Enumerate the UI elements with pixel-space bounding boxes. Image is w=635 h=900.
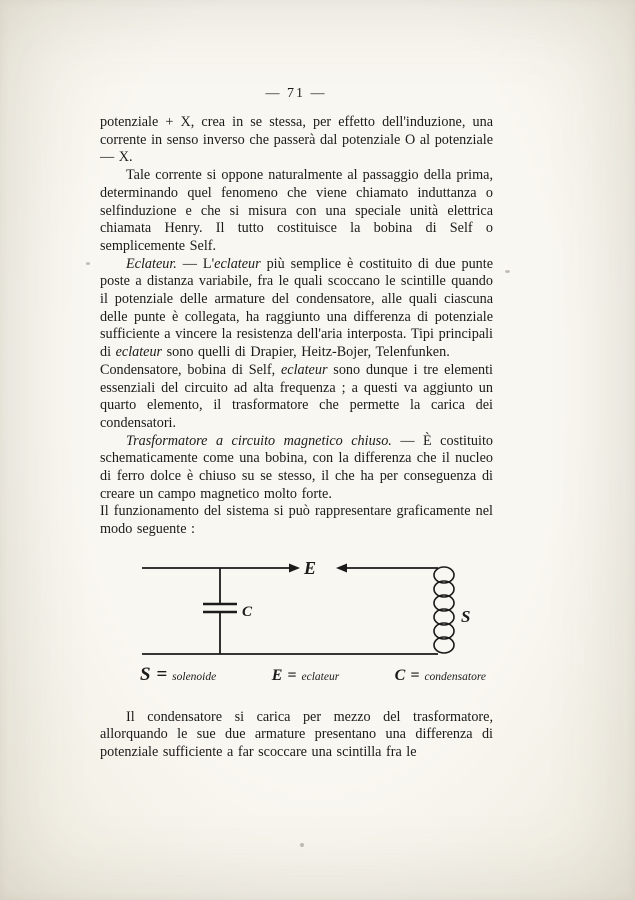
paragraph-text: Condensatore, bobina di Self, — [100, 361, 281, 378]
paragraph-text: più semplice è costituito di due punte poste a distanza variabile, fra le quali scoccano le scintille quando il potenziale delle armature del condensatore, alle quali ciascuna delle punte è collegata, ha raggiunto una differenza di potenziale sufficiente a vincere la resistenza dell'aria interposta. Tipi principali di — [100, 255, 494, 361]
legend-value: solenoide — [172, 670, 217, 683]
diagram-label-s: S — [461, 606, 471, 626]
page-number: — 71 — — [265, 86, 327, 101]
paragraph-condensatore-carica — [100, 709, 493, 762]
term-eclateur: eclateur — [214, 255, 261, 272]
scan-speck — [300, 843, 304, 847]
paragraph-trasformatore — [100, 433, 493, 504]
term-eclateur: eclateur — [115, 344, 163, 361]
legend-item-condensatore — [395, 667, 486, 687]
diagram-label-c: C — [242, 603, 253, 620]
paragraph-text: — L' — [176, 255, 215, 272]
term-eclateur: eclateur — [280, 361, 328, 378]
term-trasformatore: Trasformatore a circuito magnetico chiuso. — [126, 432, 392, 449]
paragraph-text: Il condensatore si carica per mezzo del trasformatore, allorquando le sue due armature presentano una differenza di potenziale sufficiente a far scoccare una scintilla fra le — [100, 708, 493, 760]
diagram-label-e: E — [304, 557, 317, 578]
arrowhead-left-icon — [336, 563, 347, 572]
paragraph-condensatore — [100, 362, 493, 433]
legend-key: C = — [394, 666, 420, 684]
scan-speck — [505, 270, 510, 273]
paragraph-text: sono quelli di Drapier, Heitz-Bojer, Telenfunken. — [162, 344, 450, 361]
legend-value: eclateur — [301, 670, 340, 683]
paragraph-text: sono dunque i tre elementi essenziali del circuito ad alta frequenza ; a questi va aggiunto un quarto elemento, il trasformatore che permette la carica dei condensatori. — [100, 361, 493, 431]
text-block — [100, 114, 493, 762]
paragraph-tale-corrente — [100, 167, 493, 256]
solenoid-coil — [434, 567, 454, 653]
circuit-diagram — [140, 554, 488, 666]
diagram-legend — [140, 663, 486, 687]
scan-speck — [86, 262, 90, 265]
paragraph-text: — È costituito schematicamente come una bobina, con la differenza che il nucleo di ferro dolce è chiuso su se stesso, il che ha per conseguenza di creare un campo magnetico molto forte. — [100, 432, 493, 502]
legend-item-eclateur — [272, 667, 339, 687]
legend-value: condensatore — [424, 670, 486, 683]
paragraph-funzionamento — [100, 503, 493, 538]
paragraph-continuation — [100, 114, 493, 167]
paragraph-text: Il funzionamento del sistema si può rappresentare graficamente nel modo seguente : — [100, 503, 493, 538]
legend-item-solenoide — [140, 663, 217, 687]
paragraph-eclateur — [100, 256, 493, 362]
paragraph-text: potenziale + X, crea in se stessa, per effetto dell'induzione, una corrente in senso inverso che passerà dal potenziale O al potenziale — X. — [100, 114, 493, 166]
paragraph-text: Tale corrente si oppone naturalmente al passaggio della prima, determinando quel fenomeno che viene chiamato induttanza o selfinduzione e che si misura con una speciale unità elettrica chiamata Henry. Il tutto costituisce la bobina di Self o semplicemente Self. — [100, 167, 493, 254]
legend-key: S = — [140, 663, 168, 685]
arrowhead-right-icon — [289, 563, 300, 572]
term-eclateur: Eclateur. — [126, 255, 177, 272]
legend-key: E = — [271, 666, 297, 684]
